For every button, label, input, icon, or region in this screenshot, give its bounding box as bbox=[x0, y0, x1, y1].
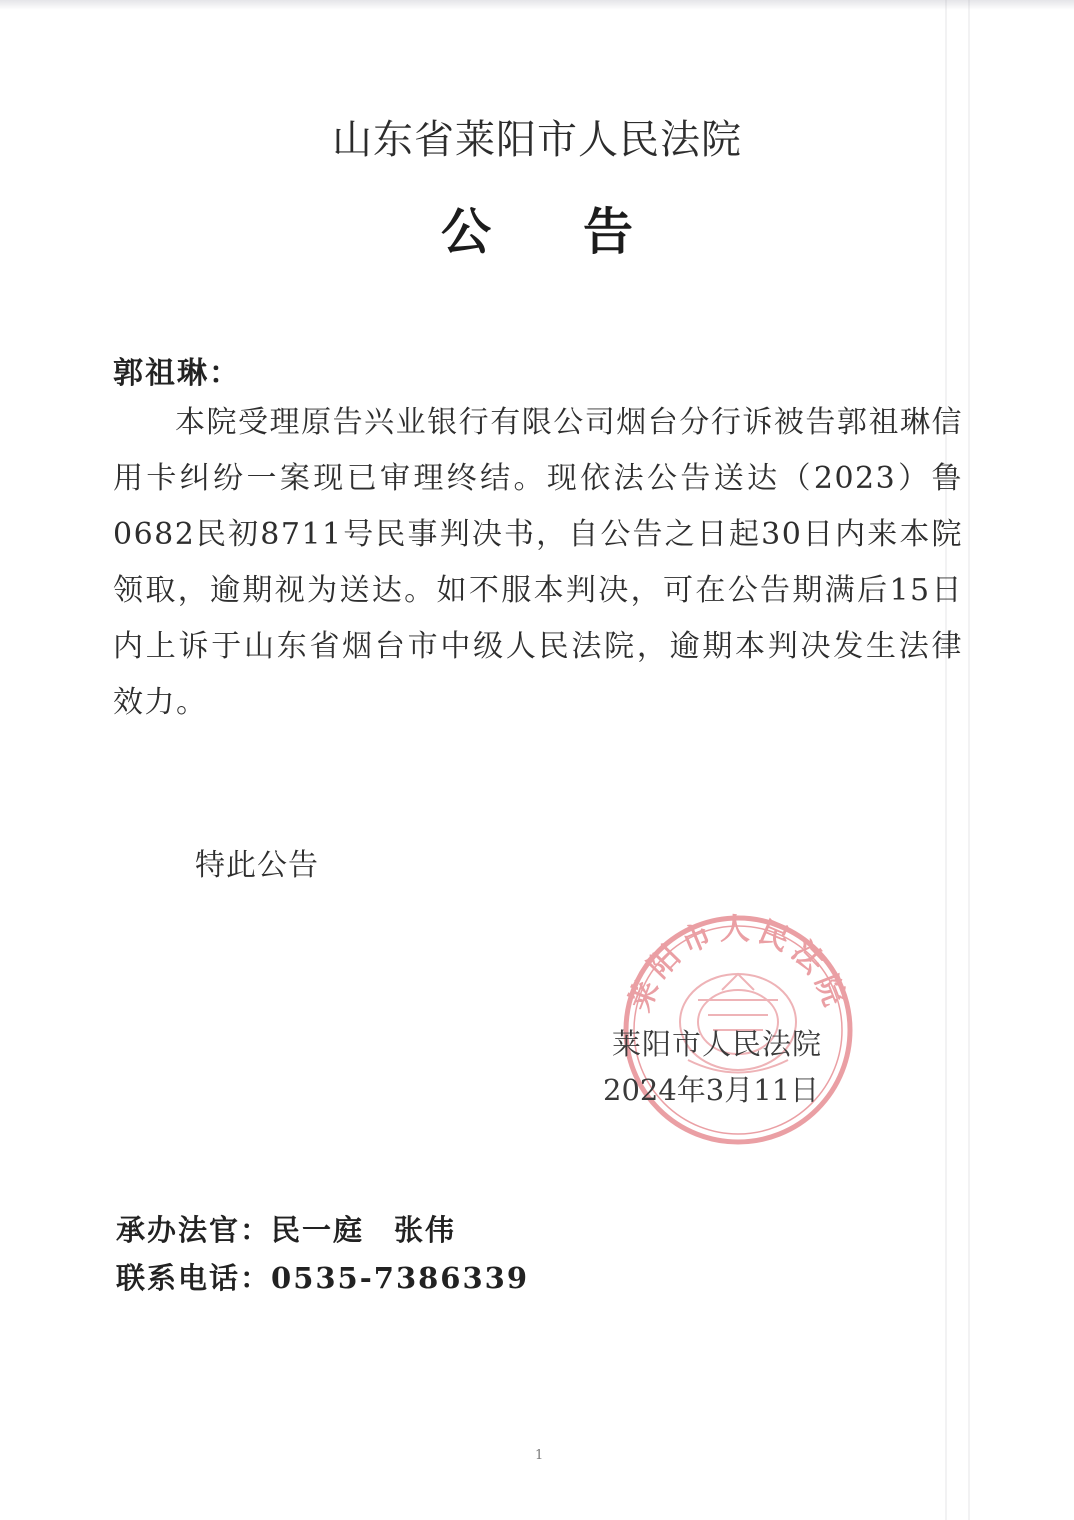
phone-number: 0535-7386339 bbox=[271, 1261, 530, 1295]
phone-label: 联系电话： bbox=[116, 1261, 272, 1295]
judge-dept: 民一庭 bbox=[271, 1213, 365, 1247]
scan-artifact bbox=[0, 0, 1074, 10]
page-title bbox=[0, 192, 1074, 264]
judge-name: 张伟 bbox=[394, 1213, 457, 1247]
signing-date: 2024年3月11日 bbox=[603, 1073, 820, 1107]
contact-phone bbox=[116, 1256, 529, 1297]
closing-text: 特此公告 bbox=[195, 848, 319, 883]
signing-court: 莱阳市人民法院 bbox=[612, 1027, 823, 1061]
addressee: 郭祖琳： bbox=[113, 356, 241, 391]
seal-text: 莱阳市人民法院 bbox=[622, 912, 854, 1017]
notice-body: 本院受理原告兴业银行有限公司烟台分行诉被告郭祖琳信用卡纠纷一案现已审理终结。现依法公告送达（2023）鲁0682民初8711号民事判决书，自公告之日起30日内来本院领取，逾期视为送达。如不服本判决，可在公告期满后15日内上诉于山东省烟台市中级人民法院，逾期本判决发生法律效力。 bbox=[113, 405, 963, 720]
page-number: 1 bbox=[535, 1448, 544, 1463]
title-char: 告 bbox=[583, 202, 633, 261]
judge-info bbox=[116, 1208, 456, 1249]
title-char: 公 bbox=[441, 202, 491, 261]
judge-label: 承办法官： bbox=[116, 1213, 272, 1247]
court-name: 山东省莱阳市人民法院 bbox=[332, 117, 742, 163]
